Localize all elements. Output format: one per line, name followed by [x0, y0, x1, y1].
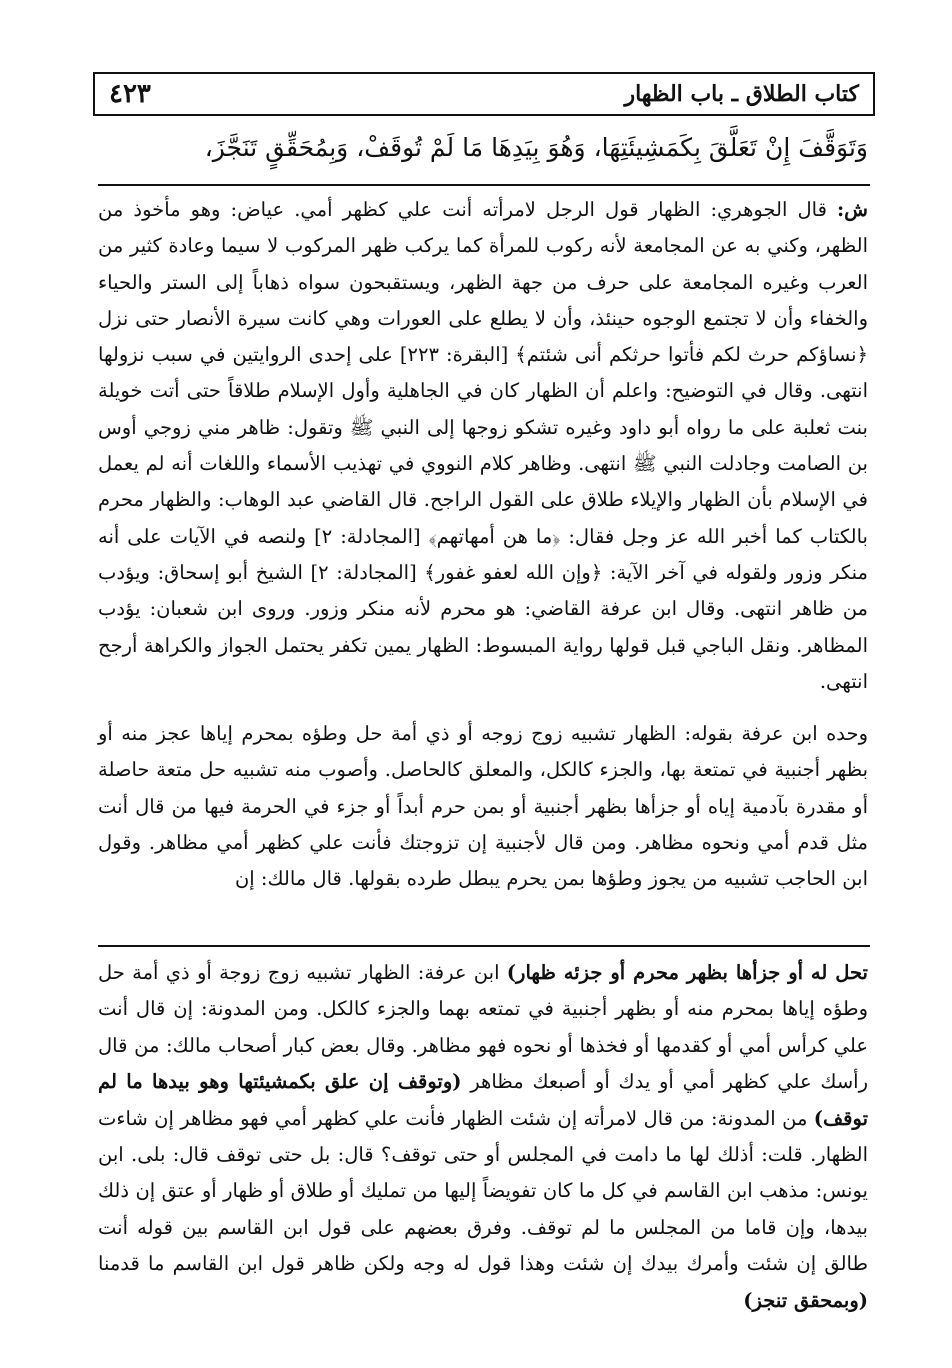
- footnote-section: [98, 955, 868, 1319]
- verse-text: وَتَوَقَّفَ إِنْ تَعَلَّقَ بِكَمَشِيئَتِهَا، وَهُوَ بِيَدِهَا مَا لَمْ تُوقَفْ، وَبِمُحَقِّقٍ تَنَجَّزَ،: [204, 133, 868, 162]
- footnote-bold-quote: (وبمحقق تنجز): [743, 1288, 868, 1312]
- page-number: ٤٢٣: [109, 79, 151, 109]
- commentary-text: قال الجوهري: الظهار قول الرجل لامرأته أنت علي كظهر أمي. عياض: وهو مأخوذ من الظهر، وكني به عن المجامعة لأنه ركوب للمرأة كما يركب ظهر المركوب لا سيما وعادة كثير من العرب وغيره المجامعة على حرف من جهة الظهر، ويستقبحون سواه ذهاباً إلى الستر والحياء والخفاء وأن لا تجتمع الوجوه حينئذ، وأن لا يطلع على العورات وهي كانت سيرة الأنصار حتى نزل ﴿نساؤكم حرث لكم فأتوا حرثكم أنى شئتم﴾ [البقرة: ٢٢٣] على إحدى الروايتين في سبب نزولها انتهى. وقال في التوضيح: واعلم أن الظهار كان في الجاهلية وأول الإسلام طلاقاً حتى أتت خويلة بنت ثعلبة على ما رواه أبو داود وغيره تشكو زوجها إلى النبي ﷺ وتقول: ظاهر مني زوجي أوس بن الصامت وجادلت النبي ﷺ انتهى. وظاهر كلام النووي في تهذيب الأسماء واللغات أنه لم يعمل في الإسلام بأن الظهار والإيلاء طلاق على القول الراجح. قال القاضي عبد الوهاب: والظهار محرم بالكتاب كما أخبر الله عز وجل فقال: ﴿ما هن أمهاتهم﴾ [المجادلة: ٢] ولنصه في الآيات على أنه منكر وزور ولقوله في آخر الآية: ﴿وإن الله لعفو غفور﴾ [المجادلة: ٢] الشيخ أبو إسحاق: ويؤدب من ظاهر انتهى. وقال ابن عرفة القاضي: هو محرم لأنه منكر وزور. وروى ابن شعبان: يؤدب المظاهر. ونقل الباجي قبل قولها رواية المبسوط: الظهار يمين تكفر يحتمل الجواز والكراهة أرجح انتهى.: [98, 198, 869, 693]
- page-header: [93, 72, 875, 116]
- commentary-paragraph: [98, 192, 868, 700]
- commentary-section: [98, 192, 868, 898]
- footnote-bold-quote: (وتوقف إن علق بكمشيئتها وهو بيدها ما لم توقف): [98, 1070, 868, 1130]
- commentary-paragraph: وحده ابن عرفة بقوله: الظهار تشبيه زوج زوجه أو ذي أمة حل وطؤه بمحرم إياها عجز منه أو بظهر أجنبية في تمتعة بها، والجزء كالكل، والمعلق كالحاصل. وأصوب منه تشبيه حل متعة حاصلة أو مقدرة بآدمية إياه أو جزأها بظهر أجنبية أو بمن حرم أبداً أو جزء في الحرمة فيها من قال أنت مثل قدم أمي ونحوه مظاهر. ومن قال لأجنبية إن تزوجتك فأنت علي كظهر أمي مظاهر. وقول ابن الحاجب تشبيه من يجوز وطؤها بمن يحرم يبطل طرده بقولها. قال مالك: إن: [98, 722, 868, 891]
- divider: [98, 184, 870, 186]
- footnote-lead: تحل له أو جزأها بظهر محرم أو جزئه ظهار): [506, 961, 868, 984]
- matn-verse: [98, 125, 868, 171]
- divider: [98, 945, 870, 947]
- footnote-text: ابن عرفة: الظهار تشبيه زوج زوجة أو ذي أمة حل وطؤه إياها بمحرم منه أو بظهر أجنبية في تمتعه بهما والجزء كالكل. ومن المدونة: إن قال أنت علي كرأس أمي أو كقدمها أو فخذها أو نحوه فهو مظاهر. وقال بعض كبار أصحاب مالك: من قال رأسك علي كظهر أمي أو يدك أو أصبعك مظاهر: [98, 961, 868, 1094]
- footnote-text: من المدونة: من قال لامرأته إن شئت الظهار فأنت علي كظهر أمي فهو مظاهر إن شاءت الظهار. قلت: أذلك لها ما دامت في المجلس أو حتى توقف؟ قال: بل حتى توقف قال: بلى. ابن يونس: مذهب ابن القاسم في كل ما كان تفويضاً إليها من تمليك أو طلاق أو ظهار أو عتق إن ذلك بيدها، وإن قاما من المجلس ما لم توقف. وفرق بعضهم على قول ابن القاسم بين قوله أنت طالق إن شئت وأمرك بيدك إن شئت وهذا قول له وجه ولكن ظاهر قول ابن القاسم ما قدمنا: [98, 1106, 868, 1276]
- footnote-paragraph: [98, 955, 868, 1319]
- chapter-title: كتاب الطلاق ـ باب الظهار: [624, 81, 859, 107]
- commentary-lead: ش:: [836, 198, 868, 221]
